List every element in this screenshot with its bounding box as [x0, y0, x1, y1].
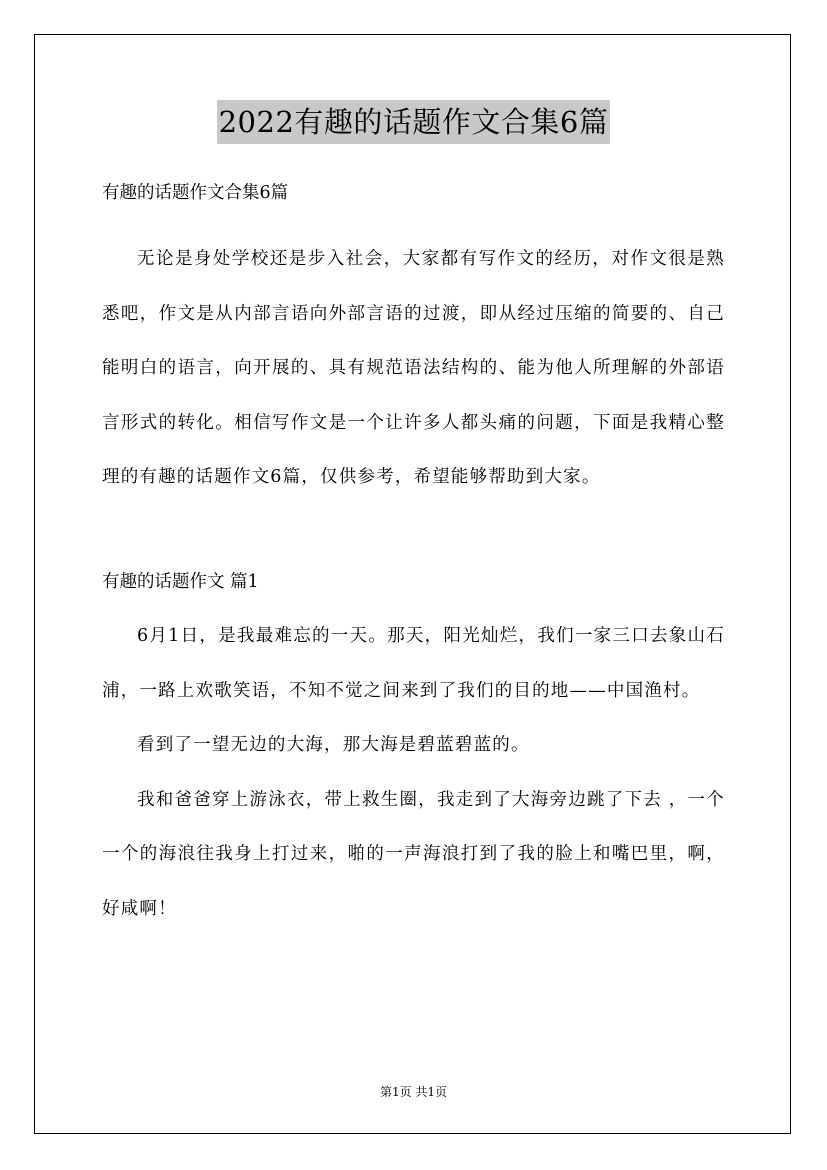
- body-paragraph: 看到了一望无边的大海，那大海是碧蓝碧蓝的。: [137, 735, 530, 755]
- body-paragraph: 我和爸爸穿上游泳衣，带上救生圈，我走到了大海旁边跳了下去 ，一个一个的海浪往我身上打过来，啪的一声海浪打到了我的脸上和嘴巴里，啊，好咸啊！: [102, 789, 725, 919]
- section-heading: 有趣的话题作文 篇1: [102, 571, 259, 592]
- page-footer: [0, 1082, 827, 1102]
- document-title: 2022有趣的话题作文合集6篇: [217, 100, 611, 144]
- title-container: [0, 100, 827, 144]
- document-subtitle: 有趣的话题作文合集6篇: [102, 183, 289, 203]
- body-paragraph: 6月1日，是我最难忘的一天。那天，阳光灿烂，我们一家三口去象山石浦，一路上欢歌笑语，不知不觉之间来到了我们的目的地——中国渔村。: [102, 626, 725, 701]
- intro-paragraph: 无论是身处学校还是步入社会，大家都有写作文的经历，对作文很是熟悉吧，作文是从内部言语向外部言语的过渡，即从经过压缩的简要的、自己能明白的语言，向开展的、具有规范语法结构的、能为他人所理解的外部语言形式的转化。相信写作文是一个让许多人都头痛的问题，下面是我精心整理的有趣的话题作文6篇，仅供参考，希望能够帮助到大家。: [102, 249, 725, 487]
- document-body: [102, 176, 725, 936]
- page-number: 第1页 共1页: [379, 1085, 448, 1099]
